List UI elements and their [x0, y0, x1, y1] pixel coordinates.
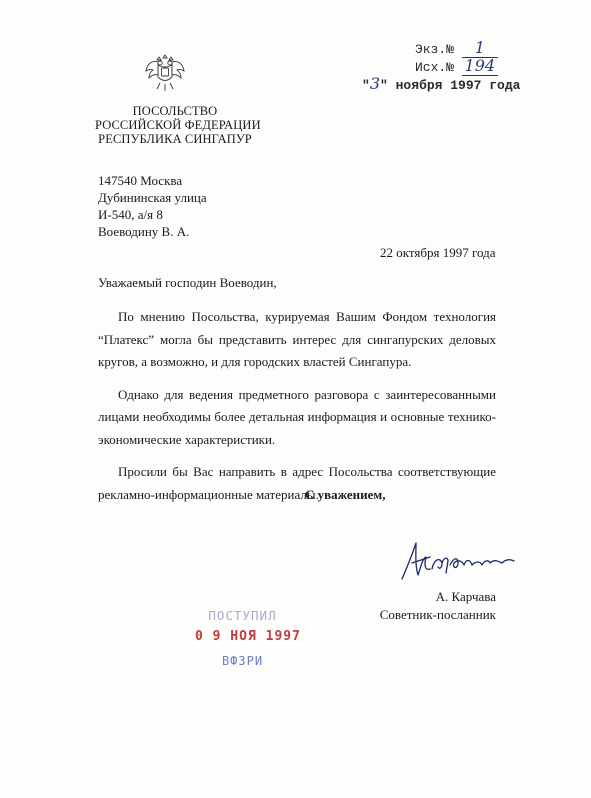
signer-name: А. Карчава [435, 589, 496, 604]
received-stamp [195, 608, 301, 668]
letter-body [98, 306, 496, 516]
date-rest: ноября 1997 года [395, 78, 521, 93]
org-line-1: ПОСОЛЬСТВО [132, 104, 218, 118]
org-line-3: РЕСПУБЛИКА СИНГАПУР [98, 132, 252, 146]
letter-date: 22 октября 1997 года [380, 245, 496, 260]
copy-number-value: 1 [462, 38, 498, 58]
reference-date [362, 74, 520, 93]
signer-block [378, 588, 496, 624]
outgoing-number-line [415, 56, 498, 76]
recipient-address [98, 172, 207, 240]
address-line-1: 147540 Москва [98, 173, 183, 188]
address-line-2: Дубининская улица [98, 190, 207, 205]
copy-number-line [415, 38, 498, 58]
address-line-3: И-540, а/я 8 [98, 207, 163, 222]
stamp-received-label: ПОСТУПИЛ [208, 608, 277, 623]
date-quote-open: " [362, 78, 370, 93]
stamp-organization: ВФЗРИ [221, 654, 264, 668]
paragraph-1: По мнению Посольства, курируемая Вашим Фондом технология “Платекс” могла бы представить интерес для сингапурских деловых кругов, а возможно, и для городских властей Сингапура. [98, 309, 496, 369]
paragraph-2: Однако для ведения предметного разговора с заинтересованными лицами необходимы более детальная информация и основные технико-экономические характеристики. [98, 386, 496, 447]
salutation: Уважаемый господин Воеводин, [98, 275, 277, 290]
copy-number-label: Экз.№ [415, 42, 455, 57]
address-line-4: Воеводину В. А. [98, 224, 190, 239]
date-day: 3 [369, 74, 380, 93]
signer-title: Советник-посланник [379, 607, 496, 622]
outgoing-number-value: 194 [462, 56, 498, 76]
stamp-date: 0 9 НОЯ 1997 [195, 629, 301, 644]
coat-of-arms-icon [145, 50, 185, 94]
handwritten-signature [398, 535, 516, 587]
closing: С уважением, [305, 487, 386, 502]
outgoing-number-label: Исх.№ [415, 60, 455, 75]
org-line-2: РОССИЙСКОЙ ФЕДЕРАЦИИ [95, 118, 261, 132]
paragraph-3: Просили бы Вас направить в адрес Посольства соответствующие рекламно-информационные материалы. [98, 464, 496, 502]
embassy-header [95, 104, 261, 146]
date-quote-close: " [380, 78, 388, 93]
